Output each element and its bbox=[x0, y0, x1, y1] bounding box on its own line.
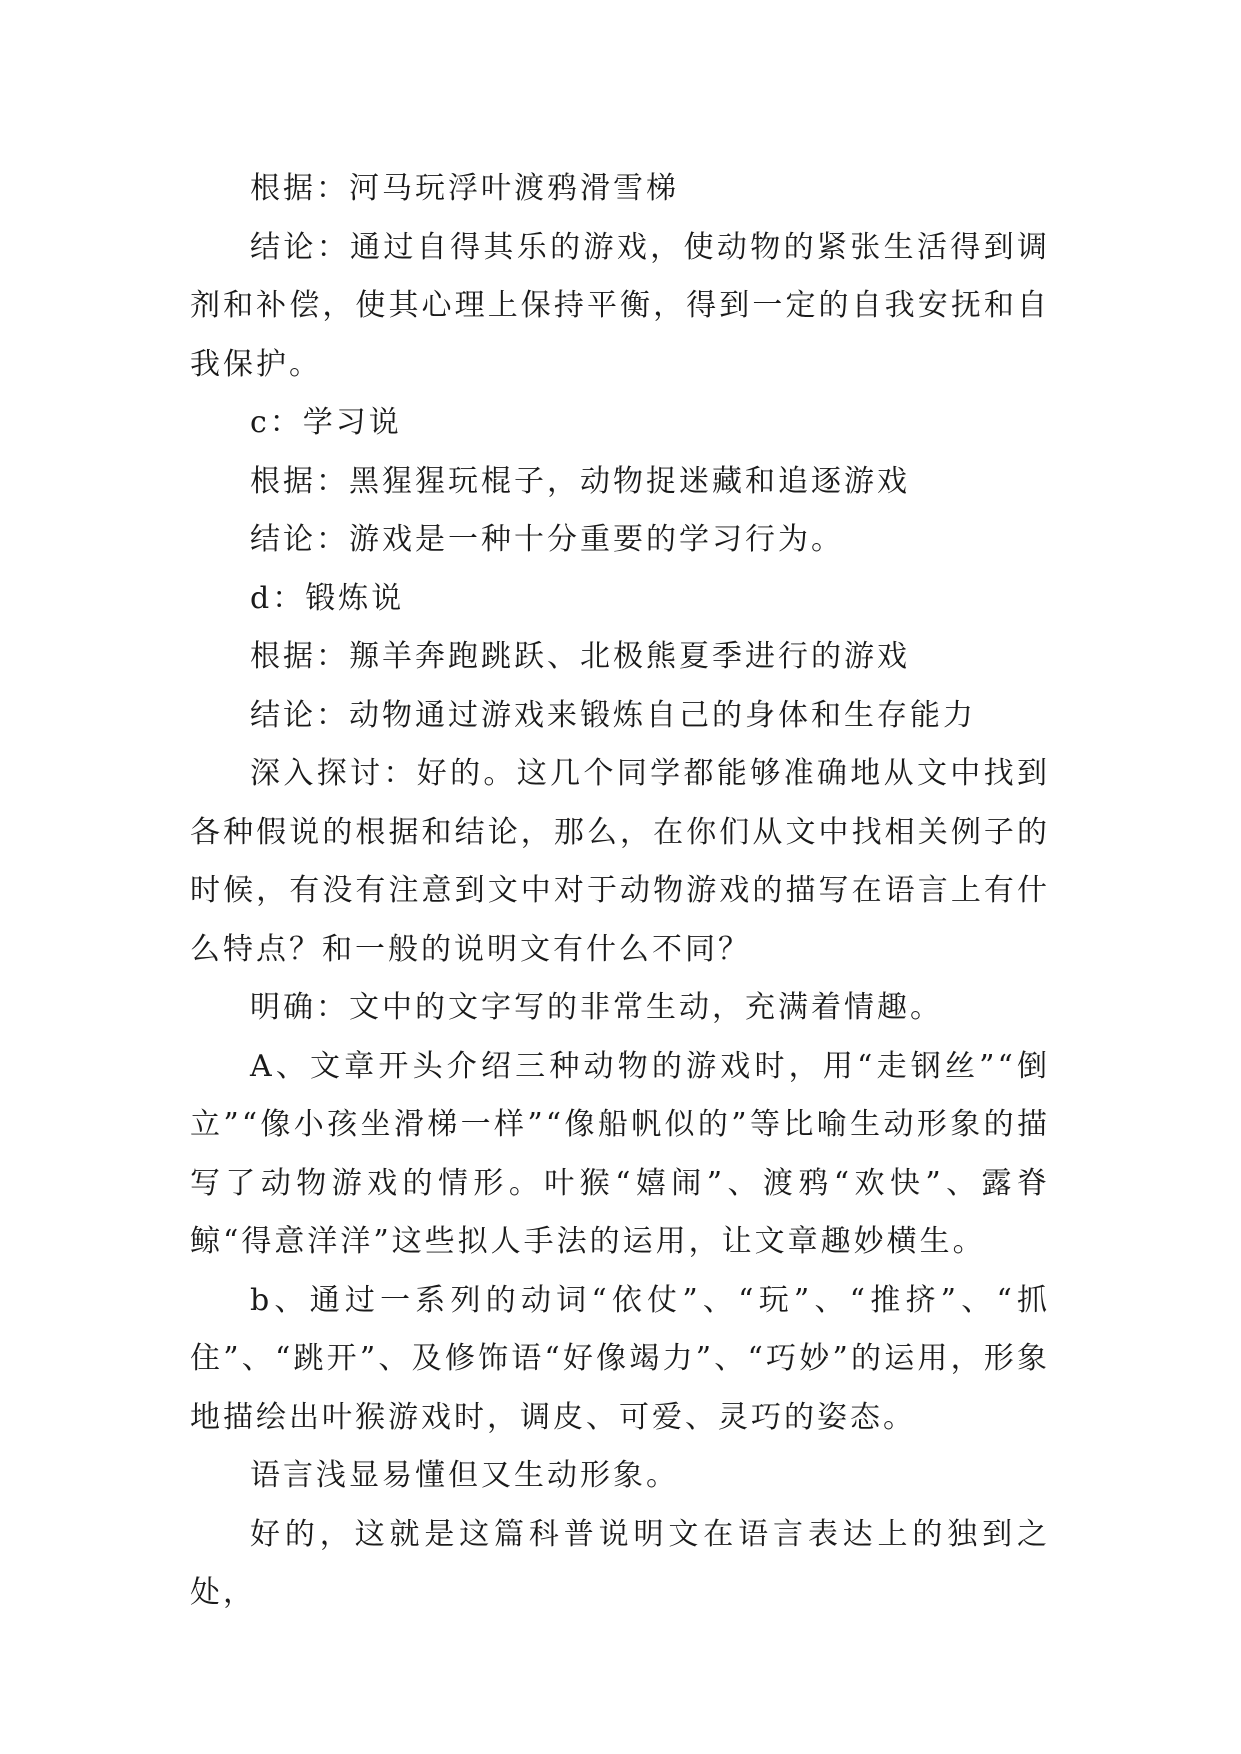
paragraph-heading-learning: c：学习说 bbox=[250, 405, 402, 440]
paragraph-conclusion-exercise: 结论：动物通过游戏来锻炼自己的身体和生存能力 bbox=[250, 697, 976, 733]
paragraph-heading-exercise: d：锻炼说 bbox=[250, 580, 405, 616]
paragraph-language-summary: 语言浅显易懂但又生动形象。 bbox=[250, 1458, 679, 1493]
document-body bbox=[190, 160, 1050, 1623]
paragraph-basis-ibex: 根据：羱羊奔跑跳跃、北极熊夏季进行的游戏 bbox=[250, 639, 910, 674]
paragraph-clarification: 明确：文中的文字写的非常生动，充满着情趣。 bbox=[250, 990, 943, 1025]
paragraph-discussion: 深入探讨：好的。这几个同学都能够准确地从文中找到各种假说的根据和结论，那么，在你们从文中找相关例子的时候，有没有注意到文中对于动物游戏的描写在语言上有什么特点？和一般的说明文有什么不同？ bbox=[190, 756, 1050, 967]
paragraph-point-a: A、文章开头介绍三种动物的游戏时，用“走钢丝”“倒立”“像小孩坐滑梯一样”“像船帆似的”等比喻生动形象的描写了动物游戏的情形。叶猴“嬉闹”、渡鸦“欢快”、露脊鲸“得意洋洋”这些拟人手法的运用，让文章趣妙横生。 bbox=[190, 1048, 1050, 1259]
paragraph-closing: 好的，这就是这篇科普说明文在语言表达上的独到之处， bbox=[190, 1516, 1050, 1610]
paragraph-point-b: b、通过一系列的动词“依仗”、“玩”、“推挤”、“抓住”、“跳开”、及修饰语“好像竭力”、“巧妙”的运用，形象地描绘出叶猴游戏时，调皮、可爱、灵巧的姿态。 bbox=[190, 1282, 1050, 1435]
paragraph-basis-chimpanzee: 根据：黑猩猩玩棍子，动物捉迷藏和追逐游戏 bbox=[250, 463, 910, 499]
paragraph-conclusion-learning: 结论：游戏是一种十分重要的学习行为。 bbox=[250, 522, 844, 557]
paragraph-conclusion-compensation: 结论：通过自得其乐的游戏，使动物的紧张生活得到调剂和补偿，使其心理上保持平衡，得到一定的自我安抚和自我保护。 bbox=[190, 229, 1050, 382]
paragraph-basis-hippo: 根据：河马玩浮叶渡鸦滑雪梯 bbox=[250, 171, 679, 206]
